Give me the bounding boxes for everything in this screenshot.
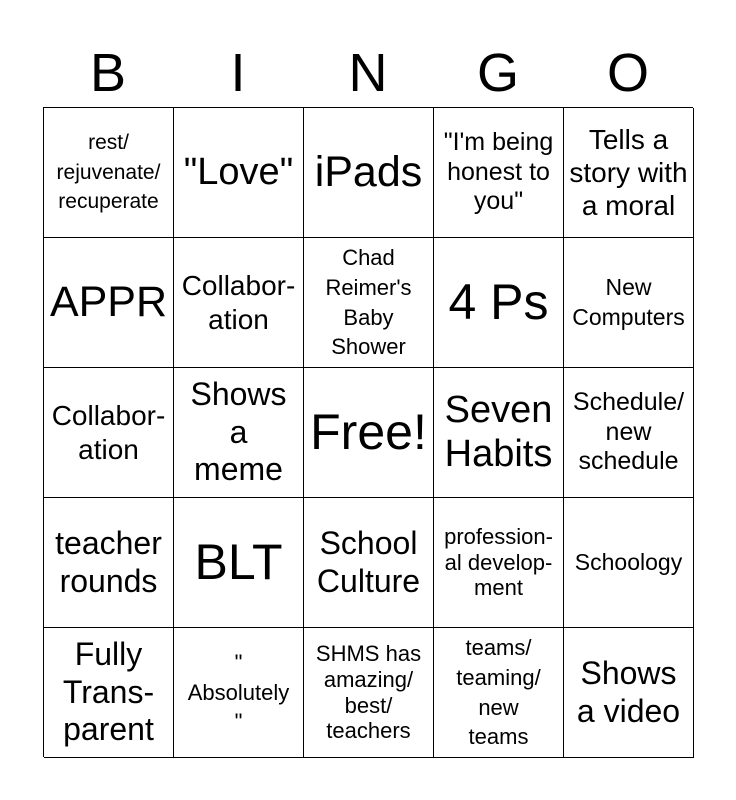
bingo-cell[interactable]: teacher rounds xyxy=(44,498,174,628)
bingo-header xyxy=(43,40,693,106)
free-space[interactable]: Free! xyxy=(304,368,434,498)
bingo-cell[interactable]: Fully Trans- parent xyxy=(44,628,174,758)
bingo-cell[interactable]: profession- al develop- ment xyxy=(434,498,564,628)
bingo-cell[interactable]: rest/ rejuvenate/ recuperate xyxy=(44,108,174,238)
bingo-cell[interactable]: Collabor- ation xyxy=(44,368,174,498)
bingo-cell[interactable]: "I'm being honest to you" xyxy=(434,108,564,238)
bingo-cell[interactable]: Seven Habits xyxy=(434,368,564,498)
header-letter-b: B xyxy=(89,43,127,103)
header-letter-o: O xyxy=(606,43,649,103)
bingo-cell[interactable]: School Culture xyxy=(304,498,434,628)
bingo-cell[interactable]: Collabor- ation xyxy=(174,238,304,368)
bingo-cell[interactable]: Tells a story with a moral xyxy=(564,108,694,238)
bingo-cell[interactable]: BLT xyxy=(174,498,304,628)
bingo-cell[interactable]: New Computers xyxy=(564,238,694,368)
bingo-cell[interactable]: SHMS has amazing/ best/ teachers xyxy=(304,628,434,758)
bingo-cell[interactable]: "Love" xyxy=(174,108,304,238)
header-letter-g: G xyxy=(476,43,519,103)
bingo-cell[interactable]: " Absolutely " xyxy=(174,628,304,758)
bingo-cell[interactable]: iPads xyxy=(304,108,434,238)
bingo-cell[interactable]: Schoology xyxy=(564,498,694,628)
bingo-board xyxy=(43,107,693,757)
bingo-cell[interactable]: Shows a video xyxy=(564,628,694,758)
bingo-cell[interactable]: APPR xyxy=(44,238,174,368)
header-letter-n: N xyxy=(348,43,388,103)
bingo-cell[interactable]: Schedule/ new schedule xyxy=(564,368,694,498)
header-letter-i: I xyxy=(230,43,246,103)
bingo-cell[interactable]: Shows a meme xyxy=(174,368,304,498)
bingo-cell[interactable]: 4 Ps xyxy=(434,238,564,368)
bingo-cell[interactable]: Chad Reimer's Baby Shower xyxy=(304,238,434,368)
bingo-cell[interactable]: teams/ teaming/ new teams xyxy=(434,628,564,758)
